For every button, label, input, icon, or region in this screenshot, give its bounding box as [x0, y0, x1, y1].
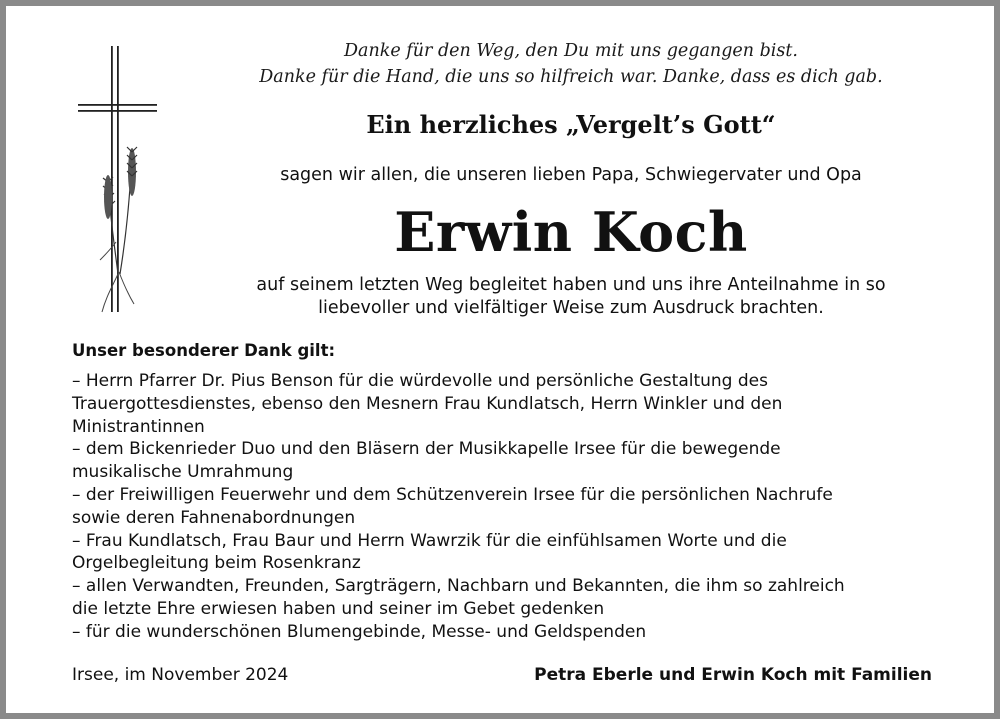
- cross-horizontal-beam-2: [78, 110, 157, 112]
- list-item-line: die letzte Ehre erwiesen haben und seiner im Gebet gedenken: [72, 598, 605, 619]
- wheat-stalk-left: [103, 175, 118, 274]
- quote-line: Danke für den Weg, den Du mit uns gegangen bist.: [344, 41, 798, 61]
- list-item-line: – Herrn Pfarrer Dr. Pius Benson für die würdevolle und persönliche Gestaltung des: [72, 371, 768, 391]
- place-date: Irsee, im November 2024: [72, 665, 289, 685]
- closing-line: auf seinem letzten Weg begleitet haben und uns ihre Anteilnahme in so: [256, 275, 886, 295]
- list-item: [72, 370, 972, 438]
- closing-line: liebevoller und vielfältiger Weise zum Ausdruck brachten.: [318, 298, 824, 318]
- list-item: [72, 530, 972, 576]
- heading: Ein herzliches „Vergelt’s Gott“: [366, 110, 776, 139]
- obituary-card: [6, 6, 994, 713]
- list-item-line: Trauergottesdienstes, ebenso den Mesnern Frau Kundlatsch, Herrn Winkler und den: [72, 393, 783, 414]
- intro-text: sagen wir allen, die unseren lieben Papa, Schwiegervater und Opa: [280, 165, 862, 185]
- list-item-line: – für die wunderschönen Blumengebinde, Messe- und Geldspenden: [72, 621, 647, 642]
- list-item-line: – dem Bickenrieder Duo und den Bläsern der Musikkapelle Irsee für die bewegende: [72, 439, 781, 460]
- closing-text: [166, 274, 976, 320]
- cross-with-wheat-icon: [68, 42, 163, 327]
- list-item-line: – der Freiwilligen Feuerwehr und dem Schützenverein Irsee für die persönlichen Nachrufe: [72, 484, 833, 505]
- signature: Petra Eberle und Erwin Koch mit Familien: [534, 665, 932, 685]
- list-item-line: musikalische Umrahmung: [72, 462, 294, 483]
- quote-line: Danke für die Hand, die uns so hilfreich war. Danke, dass es dich gab.: [259, 67, 883, 87]
- wheat-stalk-right: [120, 147, 137, 274]
- list-item: [72, 575, 972, 621]
- thanks-list: [72, 370, 972, 644]
- list-item-line: Ministrantinnen: [72, 416, 205, 437]
- list-item-line: – Frau Kundlatsch, Frau Baur und Herrn Wawrzik für die einfühlsamen Worte und die: [72, 530, 787, 551]
- thanks-title: Unser besonderer Dank gilt:: [72, 341, 336, 360]
- list-item: [72, 438, 972, 484]
- cross-horizontal-beam: [78, 104, 157, 106]
- list-item-line: sowie deren Fahnenabordnungen: [72, 507, 356, 528]
- list-item: [72, 484, 972, 530]
- quote-block: [166, 38, 976, 90]
- deceased-name: Erwin Koch: [394, 200, 748, 264]
- list-item-line: – allen Verwandten, Freunden, Sargträgern, Nachbarn und Bekannten, die ihm so zahlreich: [72, 576, 845, 597]
- list-item: [72, 621, 972, 644]
- list-item-line: Orgelbegleitung beim Rosenkranz: [72, 553, 361, 574]
